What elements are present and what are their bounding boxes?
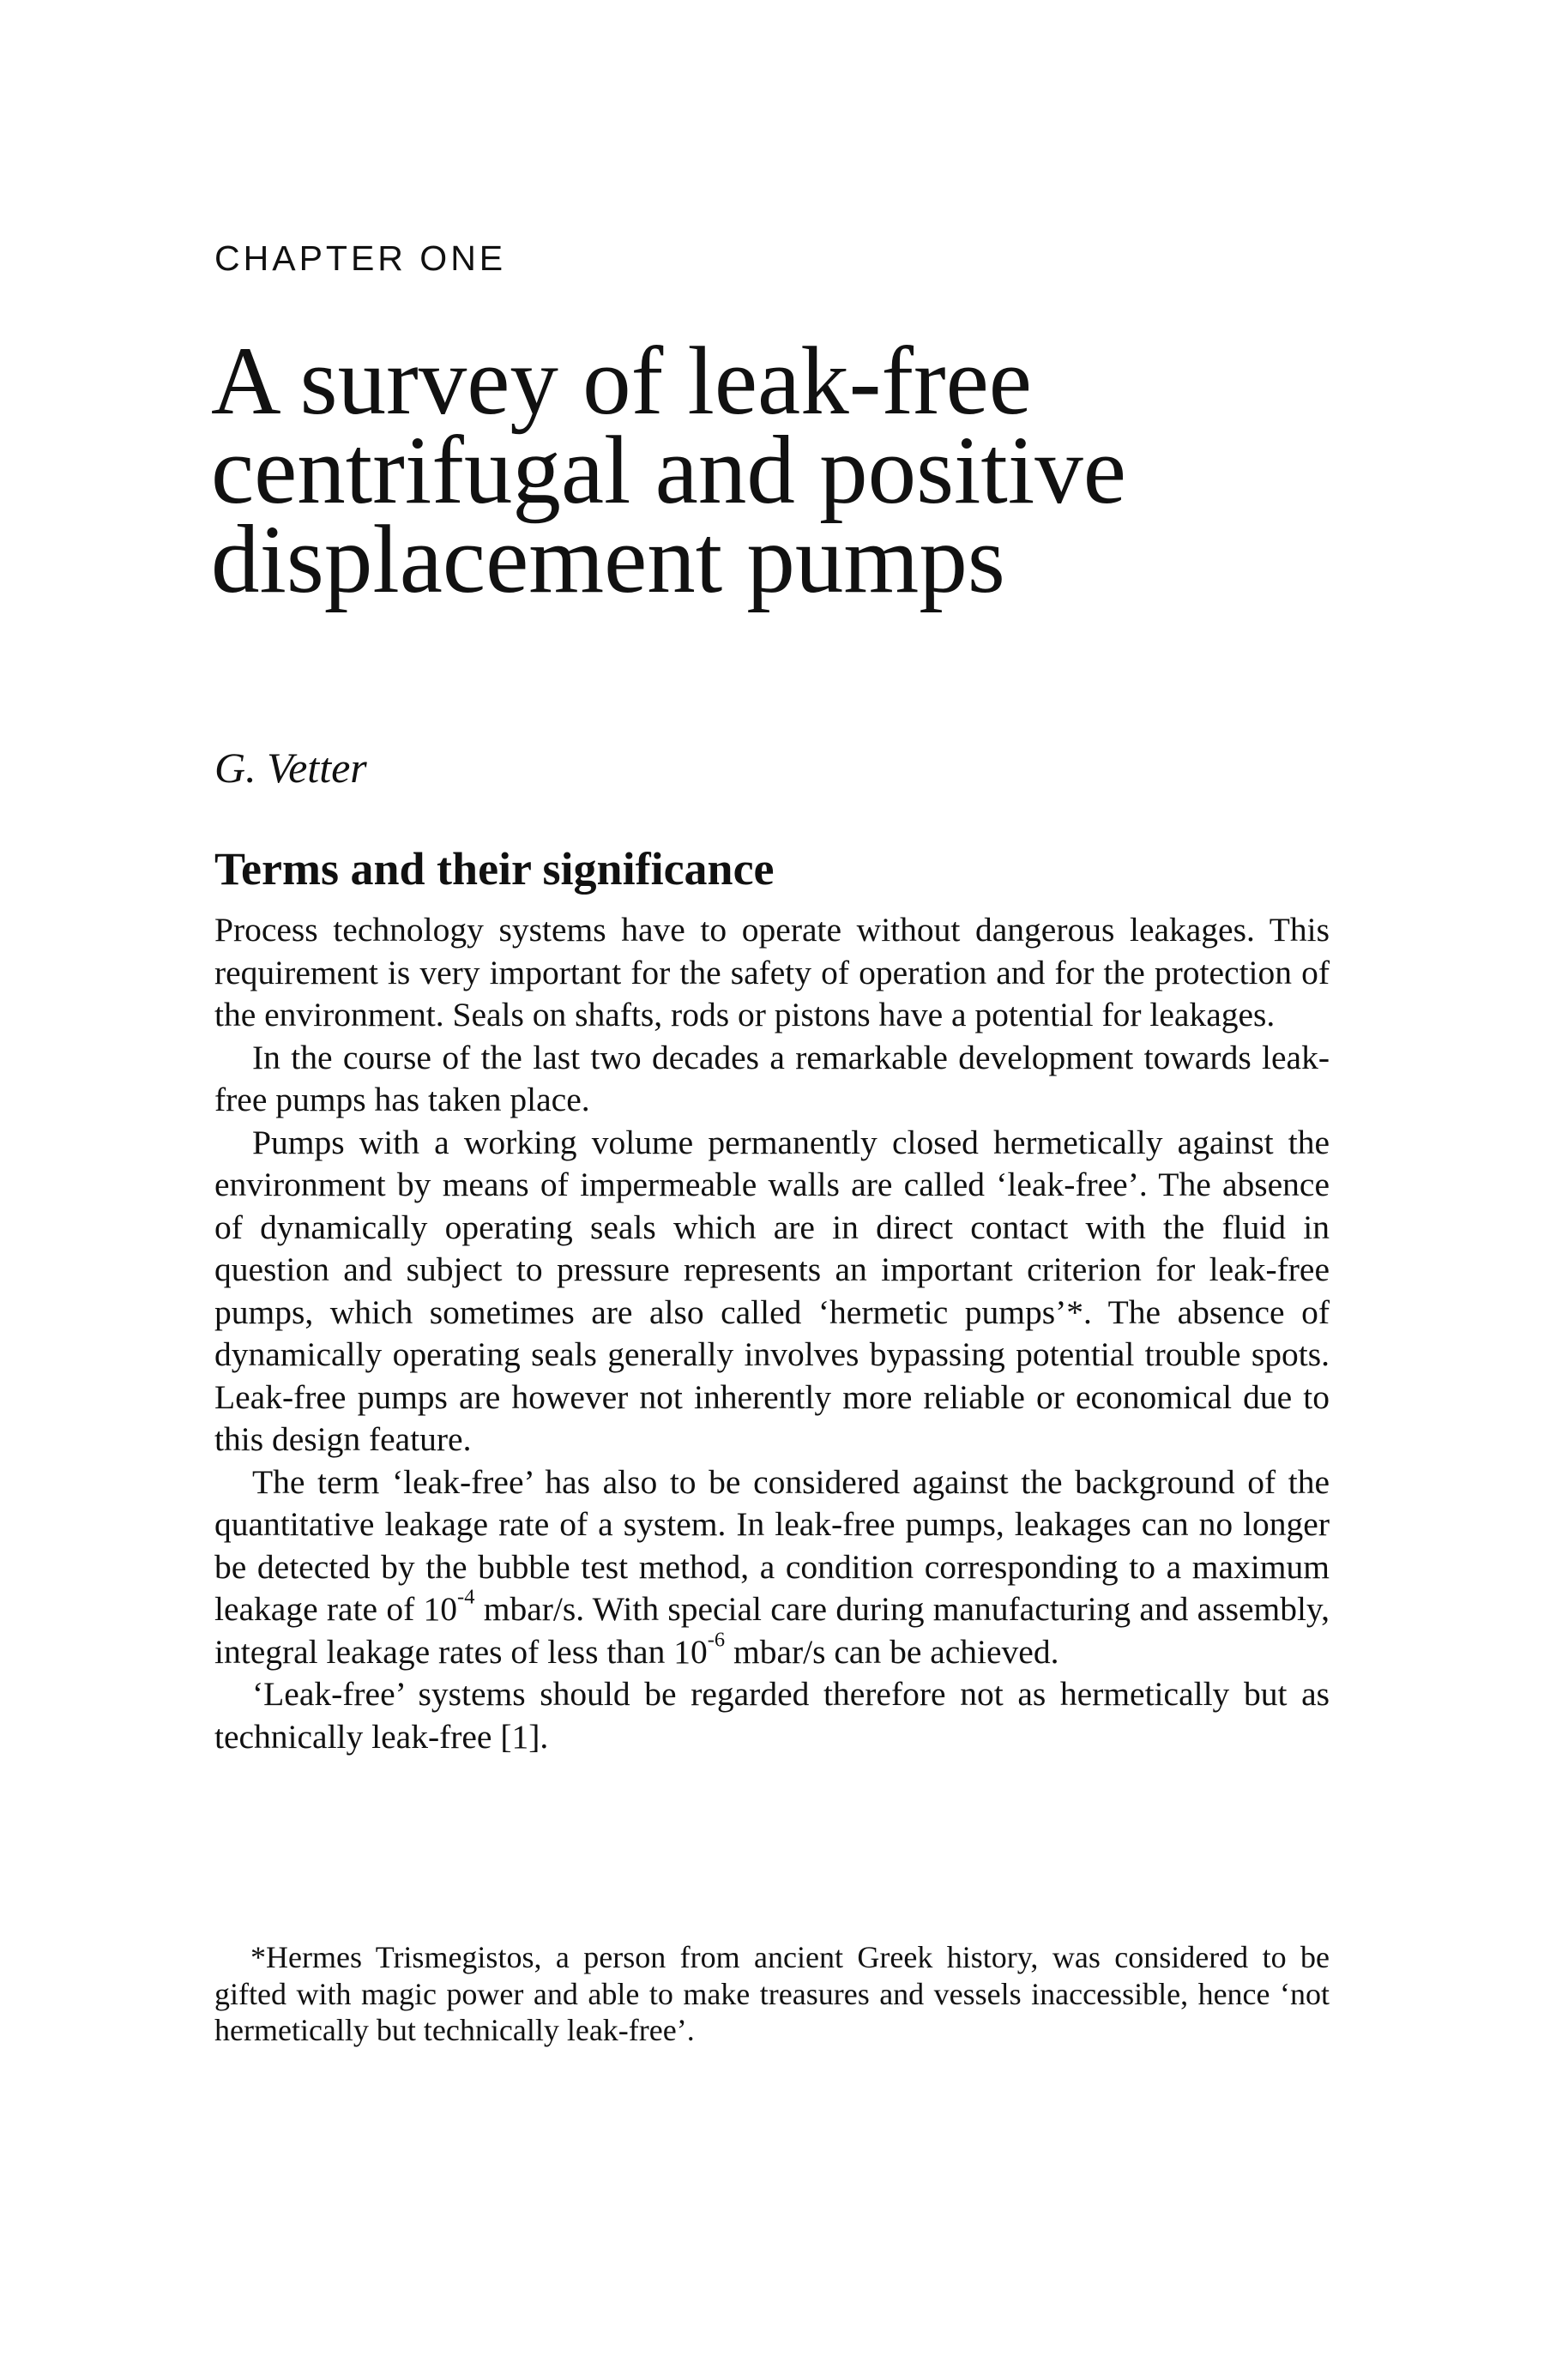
title-line: A survey of leak-free — [211, 328, 1032, 435]
paragraph-text: The term ‘leak-free’ has also to be considered against the background of the quantitative leakage rate of a system. In leak-free pumps, leakages can no longer be detected by the bubble test method, a condition corresponding to a maximum leakage rate of 10 — [214, 1462, 1330, 1628]
paragraph: Pumps with a working volume permanently closed hermetically against the environment by means of impermeable walls are called ‘leak-free’. The absence of dynamically operating seals which are in direct contact with the fluid in question and subject to pressure represents an important criterion for leak-free pumps, which sometimes are also called ‘hermetic pumps’*. The absence of dynamically operating seals generally involves bypassing potential trouble spots. Leak-free pumps are however not inherently more reliable or economical due to this design feature. — [214, 1123, 1330, 1458]
title-line: displacement pumps — [211, 506, 1005, 613]
body-text — [214, 909, 1330, 1758]
title-line: centrifugal and positive — [211, 417, 1126, 524]
exponent: -4 — [457, 1585, 475, 1609]
paragraph — [214, 1461, 1330, 1674]
paragraph-text: mbar/s can be achieved. — [725, 1632, 1059, 1671]
author-name: G. Vetter — [214, 744, 367, 792]
footnote: *Hermes Trismegistos, a person from ancient Greek history, was considered to be gifted with magic power and able to make treasures and vessels inaccessible, hence ‘not hermetically but technically leak-free’. — [214, 1940, 1330, 2047]
paragraph: In the course of the last two decades a remarkable development towards leak-free pumps has taken place. — [214, 1038, 1330, 1118]
chapter-label: CHAPTER ONE — [214, 238, 507, 278]
paragraph: ‘Leak-free’ systems should be regarded therefore not as hermetically but as technically leak-free [1]. — [214, 1675, 1330, 1756]
paragraph: Process technology systems have to operate without dangerous leakages. This requirement is very important for the safety of operation and for the protection of the environment. Seals on shafts, rods or pistons have a potential for leakages. — [214, 911, 1330, 1033]
chapter-title — [211, 328, 1412, 613]
paragraph-text: mbar/s. With special care during manufacturing and assembly, integral leakage rates of less than 10 — [214, 1590, 1330, 1671]
exponent: -6 — [707, 1627, 726, 1651]
section-heading: Terms and their significance — [214, 843, 775, 895]
